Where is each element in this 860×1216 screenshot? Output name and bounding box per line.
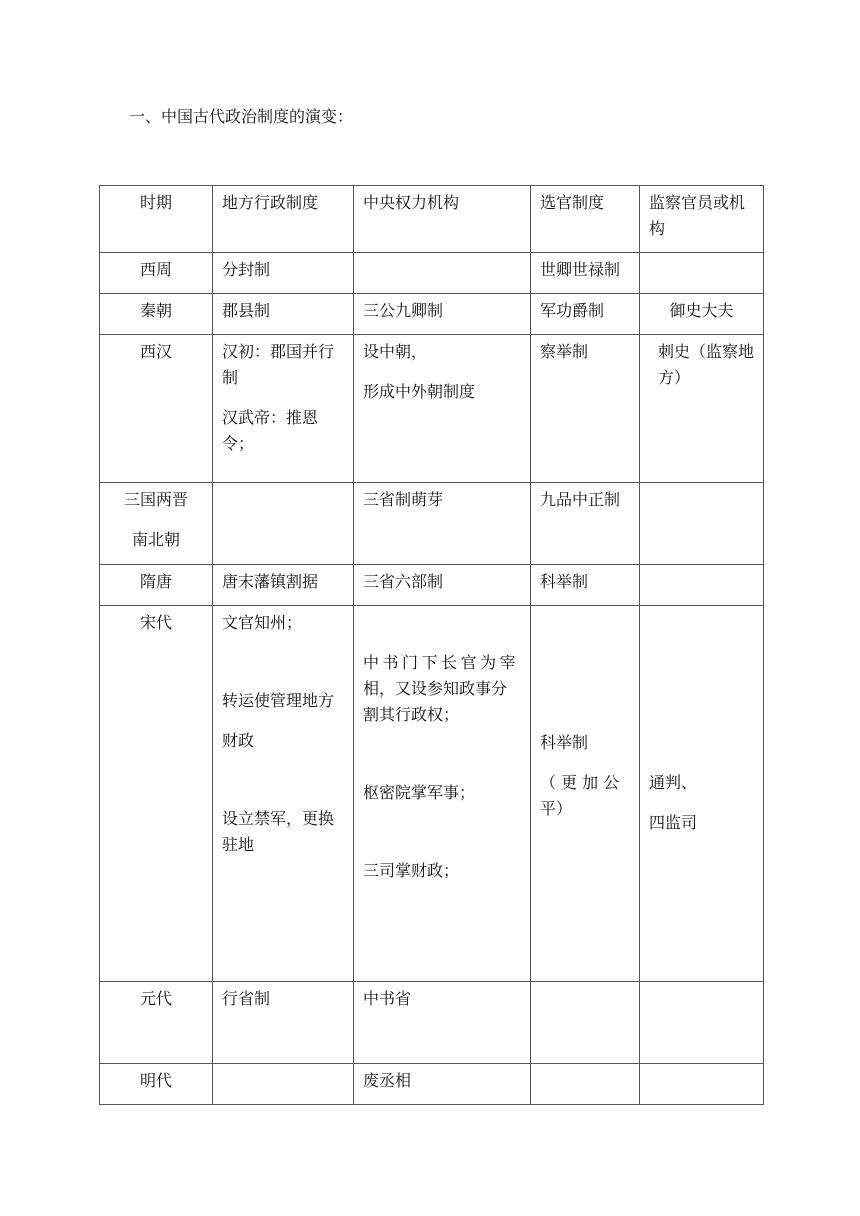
- cell-selection: 察举制: [531, 335, 640, 483]
- cell-line: 相，又设参知政事分: [363, 679, 508, 698]
- cell-central: [354, 253, 531, 294]
- cell-local: 分封制: [213, 253, 354, 294]
- cell-local: 行省制: [213, 982, 354, 1064]
- cell-period: 元代: [100, 982, 213, 1064]
- cell-local: 郡县制: [213, 294, 354, 335]
- cell-line: 科举制: [540, 733, 589, 752]
- cell-line: 割其行政权；: [363, 705, 460, 724]
- header-supervision-line-1: 监察官员或机: [649, 193, 746, 212]
- cell-line: 通判、: [649, 773, 698, 792]
- cell-line: 文官知州；: [222, 613, 303, 632]
- cell-central: 废丞相: [354, 1064, 531, 1105]
- cell-supervision: [640, 606, 764, 982]
- cell-period: 西周: [100, 253, 213, 294]
- cell-selection: 军功爵制: [531, 294, 640, 335]
- table-row-ming: [100, 1064, 764, 1105]
- cell-period: 西汉: [100, 335, 213, 483]
- table-row-xihan: [100, 335, 764, 483]
- cell-line: 四监司: [649, 813, 698, 832]
- cell-line: 三国两晋: [123, 490, 188, 509]
- cell-period: 隋唐: [100, 565, 213, 606]
- cell-local: [213, 483, 354, 565]
- cell-local: [213, 1064, 354, 1105]
- cell-selection: 世卿世禄制: [531, 253, 640, 294]
- cell-supervision: [640, 1064, 764, 1105]
- cell-line: 驻地: [222, 835, 255, 854]
- cell-local: [213, 335, 354, 483]
- cell-central: [354, 335, 531, 483]
- cell-period: 宋代: [100, 606, 213, 982]
- header-supervision: [640, 186, 764, 253]
- cell-line: 汉初：郡国并行: [222, 342, 335, 361]
- cell-selection: 九品中正制: [531, 483, 640, 565]
- cell-period: 明代: [100, 1064, 213, 1105]
- table-row-sanguo: [100, 483, 764, 565]
- cell-line: 南北朝: [131, 530, 180, 549]
- cell-line: 中书门下长官为宰: [363, 653, 520, 672]
- cell-line: （ 更 加 公: [540, 773, 620, 792]
- cell-supervision: [640, 565, 764, 606]
- table-row-song: [100, 606, 764, 982]
- political-system-table: [99, 185, 764, 1105]
- cell-line: 汉武帝：推恩令；: [222, 408, 319, 453]
- header-supervision-line-2: 构: [649, 219, 666, 238]
- header-local-admin: 地方行政制度: [213, 186, 354, 253]
- cell-supervision: [640, 483, 764, 565]
- header-period: 时期: [100, 186, 213, 253]
- cell-line: 形成中外朝制度: [363, 382, 476, 401]
- cell-supervision: [640, 335, 764, 483]
- cell-central: 中书省: [354, 982, 531, 1064]
- table-row-qin: [100, 294, 764, 335]
- header-official-selection: 选官制度: [531, 186, 640, 253]
- cell-local: [213, 606, 354, 982]
- cell-line: 方）: [658, 368, 691, 387]
- cell-central: 三省六部制: [354, 565, 531, 606]
- cell-line: 平）: [540, 799, 573, 818]
- cell-supervision: [640, 253, 764, 294]
- cell-line: 设立禁军，更换: [222, 809, 335, 828]
- cell-selection: 科举制: [531, 565, 640, 606]
- cell-supervision: [640, 982, 764, 1064]
- cell-central: 三公九卿制: [354, 294, 531, 335]
- page-title: 一、中国古代政治制度的演变：: [129, 107, 354, 126]
- cell-line: 枢密院掌军事；: [363, 783, 476, 802]
- cell-line: 刺史（监察地: [658, 342, 755, 361]
- table-row-yuan: [100, 982, 764, 1064]
- cell-selection: [531, 606, 640, 982]
- cell-line: 设中朝，: [363, 342, 428, 361]
- cell-local: 唐末藩镇割据: [213, 565, 354, 606]
- cell-central: [354, 606, 531, 982]
- table-header-row: [100, 186, 764, 253]
- table-row-suitang: [100, 565, 764, 606]
- cell-period: 秦朝: [100, 294, 213, 335]
- cell-line: 转运使管理地方: [222, 691, 335, 710]
- cell-line: 三司掌财政；: [363, 861, 460, 880]
- cell-supervision: 御史大夫: [640, 294, 764, 335]
- cell-central: 三省制萌芽: [354, 483, 531, 565]
- header-central-power: 中央权力机构: [354, 186, 531, 253]
- cell-line: 财政: [222, 731, 255, 750]
- cell-period: [100, 483, 213, 565]
- table-row-xizhou: [100, 253, 764, 294]
- cell-line: 制: [222, 368, 239, 387]
- cell-selection: [531, 982, 640, 1064]
- cell-selection: [531, 1064, 640, 1105]
